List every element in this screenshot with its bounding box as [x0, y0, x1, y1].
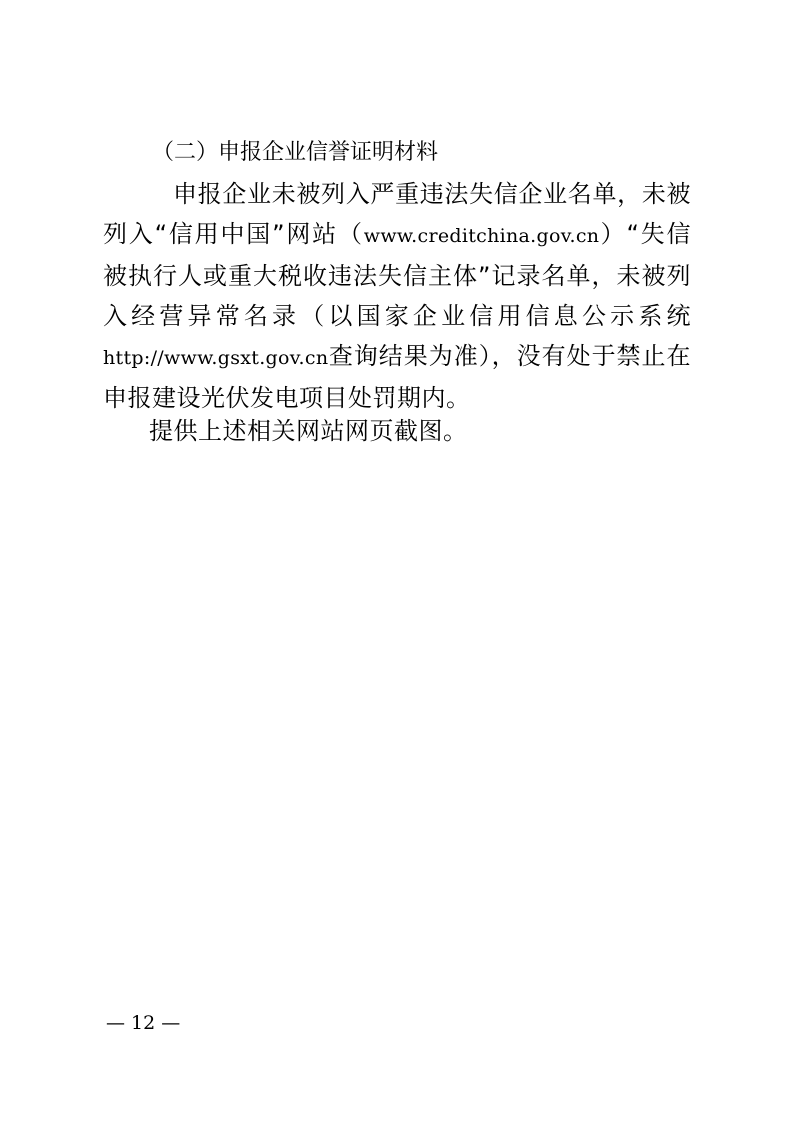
page-number: — 12 —: [106, 1012, 181, 1034]
paragraph-text-part1: 申报企业未被列入严重违法失信企业名单，未被列入“信用中国”网站（: [103, 180, 691, 248]
gsxt-url: http://www.gsxt.gov.cn: [103, 347, 329, 369]
section-heading: （二）申报企业信誉证明材料: [152, 140, 439, 165]
paragraph-requirements: [103, 174, 691, 418]
creditchina-url: www.creditchina.gov.cn: [363, 225, 600, 247]
paragraph-screenshot-instruction: 提供上述相关网站网页截图。: [149, 417, 468, 445]
paragraph-text-part3: 查询结果为准），没有处于禁止在申报建设光伏发电项目处罚期内。: [103, 342, 691, 412]
paragraph-text-part2: ）“失信被执行人或重大税收违法失信主体”记录名单，未被列入经营异常名录（以国家企业信用信息公示系统: [103, 220, 691, 330]
